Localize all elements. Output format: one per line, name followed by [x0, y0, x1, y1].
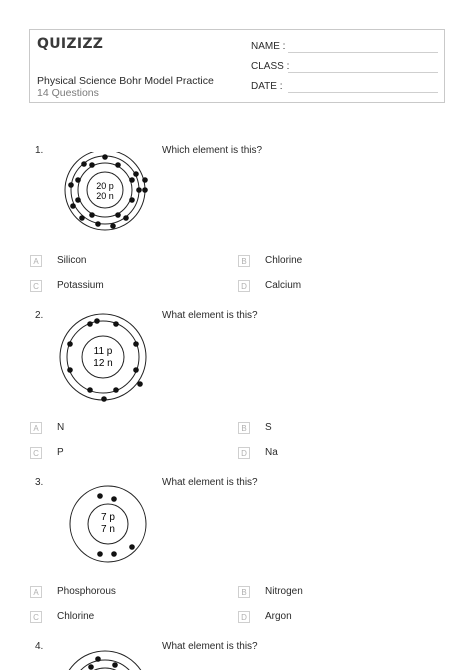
electron: [79, 215, 85, 221]
option-label: Argon: [265, 611, 292, 622]
electron: [111, 551, 117, 557]
option-letter-box: C: [30, 447, 42, 459]
question-number: 1.: [35, 145, 44, 156]
electron: [87, 387, 93, 393]
option-label: S: [265, 422, 272, 433]
electron: [110, 223, 116, 229]
electron: [133, 171, 139, 177]
electron: [113, 387, 119, 393]
bohr-model-diagram: [58, 152, 154, 234]
worksheet-header: [29, 29, 445, 103]
electron: [115, 212, 121, 218]
electron: [112, 662, 118, 668]
question-number: 4.: [35, 641, 44, 652]
nucleus-neutrons: 20 n: [96, 191, 114, 201]
worksheet-title: Physical Science Bohr Model Practice: [37, 75, 214, 87]
quizizz-logo: QUIZIZZ: [37, 36, 104, 52]
electron-shell: [67, 321, 139, 393]
option-label: Chlorine: [57, 611, 95, 622]
electron: [70, 203, 76, 209]
electron: [113, 321, 119, 327]
nucleus-neutrons: 7 n: [101, 524, 115, 535]
electron: [75, 177, 81, 183]
electron: [142, 187, 148, 193]
electron: [115, 162, 121, 168]
electron: [129, 177, 135, 183]
name-label: NAME :: [251, 41, 286, 52]
class-line: [288, 72, 438, 73]
electron-shell: [60, 314, 146, 400]
option-label: P: [57, 447, 64, 458]
date-field[interactable]: [251, 81, 282, 92]
electron: [87, 321, 93, 327]
electron: [89, 212, 95, 218]
option-label: Silicon: [57, 255, 87, 266]
option-letter-box: C: [30, 280, 42, 292]
option-letter-box: B: [238, 422, 250, 434]
name-line: [288, 52, 438, 53]
electron: [81, 161, 87, 167]
option-letter-box: A: [30, 255, 42, 267]
nucleus-protons: 11 p: [93, 346, 113, 357]
electron: [75, 197, 81, 203]
class-label: CLASS :: [251, 61, 290, 72]
electron: [68, 182, 74, 188]
question-number: 3.: [35, 477, 44, 488]
question-text: What element is this?: [162, 477, 258, 488]
date-line: [288, 92, 438, 93]
option-letter-box: A: [30, 586, 42, 598]
electron: [97, 493, 103, 499]
option-letter-box: D: [238, 447, 250, 459]
option-letter-box: D: [238, 280, 250, 292]
electron: [133, 341, 139, 347]
question-text: What element is this?: [162, 310, 258, 321]
nucleus-neutrons: 12 n: [93, 358, 113, 369]
option-letter-box: A: [30, 422, 42, 434]
option-label: Chlorine: [265, 255, 303, 266]
electron: [129, 544, 135, 550]
electron: [137, 381, 143, 387]
electron: [95, 221, 101, 227]
electron: [97, 551, 103, 557]
electron: [101, 396, 107, 402]
date-label: DATE :: [251, 81, 283, 92]
electron: [89, 162, 95, 168]
question-text: Which element is this?: [162, 145, 263, 156]
option-letter-box: D: [238, 611, 250, 623]
class-field[interactable]: [251, 61, 289, 72]
electron: [111, 496, 117, 502]
nucleus-protons: 7 p: [101, 512, 115, 523]
electron: [133, 367, 139, 373]
electron: [129, 197, 135, 203]
electron: [67, 341, 73, 347]
electron: [136, 187, 142, 193]
name-field[interactable]: [251, 41, 285, 52]
electron: [102, 154, 108, 160]
bohr-model-diagram: [56, 312, 152, 402]
option-letter-box: B: [238, 586, 250, 598]
option-label: Phosphorous: [57, 586, 116, 597]
option-letter-box: C: [30, 611, 42, 623]
electron: [123, 215, 129, 221]
electron: [88, 664, 94, 670]
bohr-model-diagram: [62, 484, 150, 564]
question-text: What element is this?: [162, 641, 258, 652]
nucleus-protons: 20 p: [96, 181, 114, 191]
option-label: Potassium: [57, 280, 104, 291]
nucleus-ring: [82, 336, 124, 378]
question-count: 14 Questions: [37, 87, 99, 99]
electron: [94, 318, 100, 324]
option-label: Calcium: [265, 280, 302, 291]
bohr-model-diagram: [58, 648, 154, 670]
electron: [67, 367, 73, 373]
option-label: Na: [265, 447, 278, 458]
option-label: N: [57, 422, 65, 433]
electron: [142, 177, 148, 183]
question-number: 2.: [35, 310, 44, 321]
electron: [95, 656, 101, 662]
option-letter-box: B: [238, 255, 250, 267]
option-label: Nitrogen: [265, 586, 303, 597]
